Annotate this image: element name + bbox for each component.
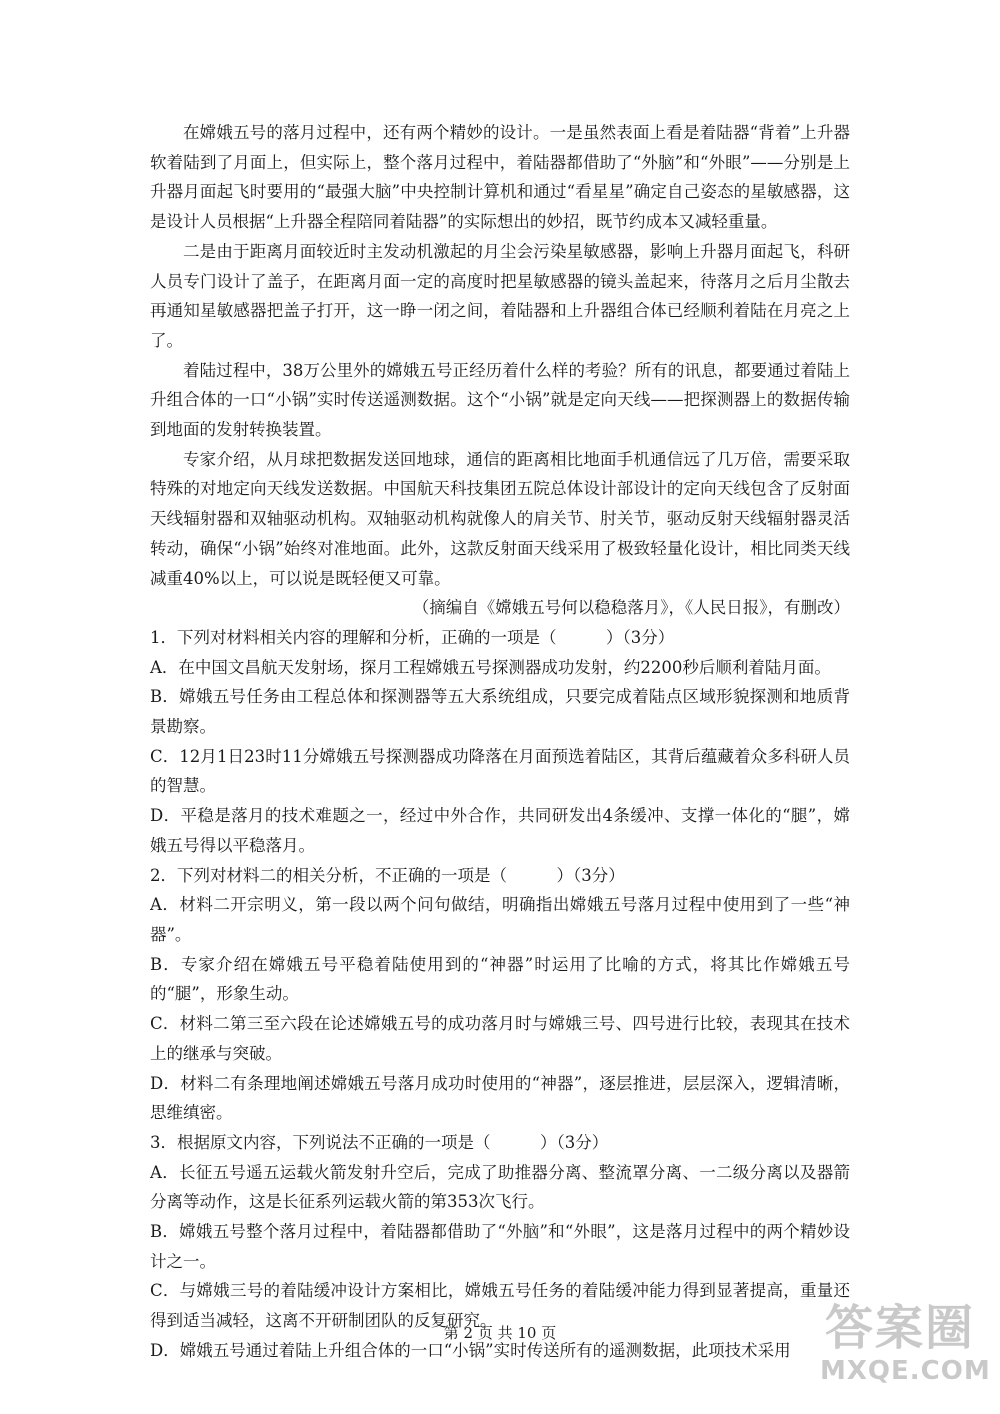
passage-source: （摘编自《嫦娥五号何以稳稳落月》，《人民日报》，有删改）	[412, 598, 850, 618]
option-c: C．12月1日23时11分嫦娥五号探测器成功降落在月面预选着陆区，其背后蕴藏着众多科研人员的智慧。	[150, 746, 850, 796]
passage-paragraph-2: 二是由于距离月面较近时主发动机激起的月尘会污染星敏感器，影响上升器月面起飞，科研人员专门设计了盖子，在距离月面一定的高度时把星敏感器的镜头盖起来，待落月之后月尘散去再通知星敏感器把盖子打开，这一睁一闭之间，着陆器和上升器组合体已经顺利着陆在月亮之上了。	[150, 241, 850, 350]
exam-page	[150, 118, 850, 1366]
passage-paragraph-4: 专家介绍，从月球把数据发送回地球，通信的距离相比地面手机通信远了几万倍，需要采取特殊的对地定向天线发送数据。中国航天科技集团五院总体设计部设计的定向天线包含了反射面天线辐射器和双轴驱动机构。双轴驱动机构就像人的肩关节、肘关节，驱动反射天线辐射器灵活转动，确保“小锅”始终对准地面。此外，这款反射面天线采用了极致轻量化设计，相比同类天线减重40%以上，可以说是既轻便又可靠。	[150, 449, 850, 588]
option-d: D．嫦娥五号通过着陆上升组合体的一口“小锅”实时传送所有的遥测数据，此项技术采用	[150, 1340, 791, 1360]
question-stem: 1．下列对材料相关内容的理解和分析，正确的一项是（ ）（3分）	[150, 627, 675, 647]
option-c: C．与嫦娥三号的着陆缓冲设计方案相比，嫦娥五号任务的着陆缓冲能力得到显著提高，重量还得到适当减轻，这离不开研制团队的反复研究。	[150, 1281, 850, 1331]
watermark-url: MXQE.COM	[820, 1356, 991, 1386]
reading-passage	[150, 118, 850, 623]
question-stem: 3．根据原文内容，下列说法不正确的一项是（ ）（3分）	[150, 1132, 609, 1152]
option-a: A．在中国文昌航天发射场，探月工程嫦娥五号探测器成功发射，约2200秒后顺利着陆月面。	[150, 657, 831, 677]
option-c: C．材料二第三至六段在论述嫦娥五号的成功落月时与嫦娥三号、四号进行比较，表现其在技术上的继承与突破。	[150, 1014, 850, 1063]
option-b: B．专家介绍在嫦娥五号平稳着陆使用到的“神器”时运用了比喻的方式，将其比作嫦娥五号的“腿”，形象生动。	[150, 954, 850, 1004]
question-list	[150, 623, 850, 1366]
question-stem: 2．下列对材料二的相关分析，不正确的一项是（ ）（3分）	[150, 865, 625, 885]
question-2	[150, 861, 850, 1128]
page-number-footer: 第 2 页 共 10 页	[443, 1324, 557, 1342]
option-a: A．材料二开宗明义，第一段以两个问句做结，明确指出嫦娥五号落月过程中使用到了一些“神器”。	[150, 895, 850, 944]
option-a: A．长征五号遥五运载火箭发射升空后，完成了助推器分离、整流罩分离、一二级分离以及器箭分离等动作，这是长征系列运载火箭的第353次飞行。	[150, 1162, 850, 1212]
passage-paragraph-1: 在嫦娥五号的落月过程中，还有两个精妙的设计。一是虽然表面上看是着陆器“背着”上升器软着陆到了月面上，但实际上，整个落月过程中，着陆器都借助了“外脑”和“外眼”——分别是上升器月面起飞时要用的“最强大脑”中央控制计算机和通过“看星星”确定自己姿态的星敏感器，这是设计人员根据“上升器全程陪同着陆器”的实际想出的妙招，既节约成本又减轻重量。	[150, 123, 850, 232]
watermark-title: 答案圈	[824, 1300, 975, 1356]
option-b: B．嫦娥五号整个落月过程中，着陆器都借助了“外脑”和“外眼”，这是落月过程中的两个精妙设计之一。	[150, 1222, 850, 1271]
option-d: D．材料二有条理地阐述嫦娥五号落月成功时使用的“神器”，逐层推进，层层深入，逻辑清晰，思维缜密。	[150, 1073, 850, 1123]
question-1	[150, 623, 850, 861]
option-d: D．平稳是落月的技术难题之一，经过中外合作，共同研发出4条缓冲、支撑一体化的“腿”，嫦娥五号得以平稳落月。	[150, 806, 850, 855]
passage-paragraph-3: 着陆过程中，38万公里外的嫦娥五号正经历着什么样的考验？所有的讯息，都要通过着陆上升组合体的一口“小锅”实时传送遥测数据。这个“小锅”就是定向天线——把探测器上的数据传输到地面的发射转换装置。	[150, 360, 850, 440]
option-b: B．嫦娥五号任务由工程总体和探测器等五大系统组成，只要完成着陆点区域形貌探测和地质背景勘察。	[150, 687, 850, 737]
